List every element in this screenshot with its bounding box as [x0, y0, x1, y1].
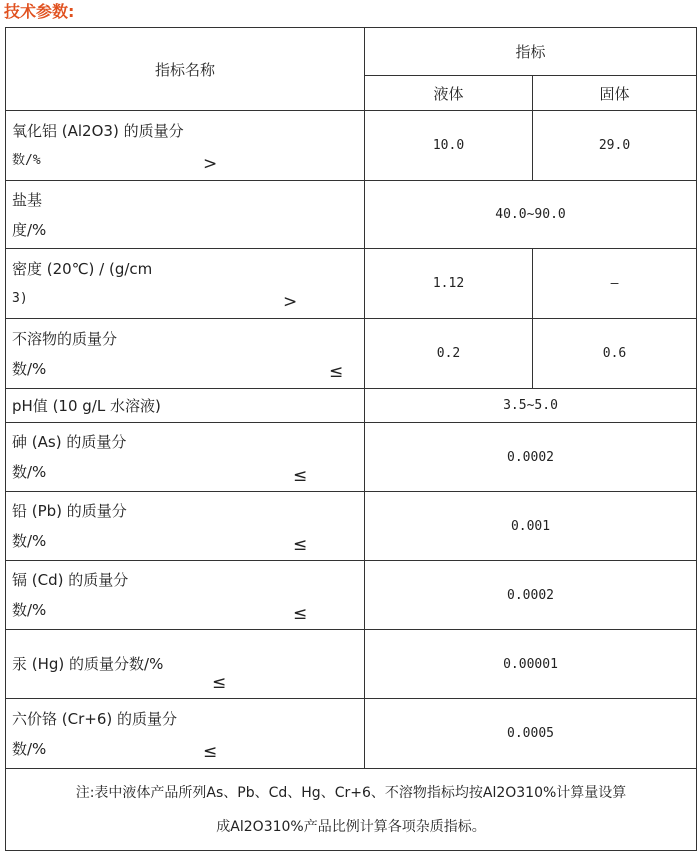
row-liquid: 1.12 [365, 249, 533, 319]
row-value: 0.0005 [365, 699, 697, 769]
row-name-line1: 六价铬 (Cr+6) 的质量分 [12, 709, 177, 728]
header-name: 指标名称 [6, 28, 365, 111]
row-symbol: > [203, 154, 218, 174]
table-note [6, 769, 697, 851]
row-name-line1: 盐基 [12, 190, 43, 209]
row-name-line2: 数/% [12, 359, 47, 378]
row-value: 0.0002 [365, 561, 697, 630]
row-value: 0.0002 [365, 423, 697, 492]
row-solid: — [533, 249, 697, 319]
row-name-line2: 数/% [12, 739, 47, 758]
row-name-line2: 数/% [12, 463, 47, 481]
table-row [6, 249, 697, 319]
row-solid: 0.6 [533, 319, 697, 389]
row-name [6, 181, 365, 249]
note-row [6, 769, 697, 851]
row-name-line1: 铅 (Pb) 的质量分 [12, 502, 127, 520]
header-solid: 固体 [533, 76, 697, 111]
row-name-line1: 密度 (20℃) / (g/cm [12, 259, 153, 278]
row-name [6, 389, 365, 423]
row-name-line2: 数/% [12, 601, 47, 619]
row-name-line1: 不溶物的质量分 [12, 329, 118, 348]
row-name [6, 249, 365, 319]
table-row [6, 423, 697, 492]
table-row [6, 630, 697, 699]
row-value: 40.0~90.0 [365, 181, 697, 249]
row-name [6, 111, 365, 181]
row-name [6, 319, 365, 389]
row-symbol: ≤ [212, 673, 227, 693]
header-liquid: 液体 [365, 76, 533, 111]
row-name-line2: 数/% [12, 152, 41, 168]
row-name-line2: 度/% [12, 220, 47, 239]
row-liquid: 0.2 [365, 319, 533, 389]
row-name [6, 492, 365, 561]
row-value: 0.00001 [365, 630, 697, 699]
row-symbol: ≤ [293, 535, 308, 555]
row-name [6, 561, 365, 630]
row-name [6, 699, 365, 769]
row-symbol: ≤ [293, 466, 308, 486]
header-row [6, 28, 697, 76]
table-row [6, 492, 697, 561]
row-name-line1: 砷 (As) 的质量分 [12, 433, 127, 451]
table-row [6, 389, 697, 423]
row-name-line1: 镉 (Cd) 的质量分 [12, 571, 129, 589]
row-name-line1: 汞 (Hg) 的质量分数/% [12, 655, 164, 673]
row-name-line2: 3) [12, 290, 28, 306]
row-value: 0.001 [365, 492, 697, 561]
row-name [6, 423, 365, 492]
row-liquid: 10.0 [365, 111, 533, 181]
row-name-line1: 氧化铝 (Al2O3) 的质量分 [12, 121, 184, 140]
row-symbol: ≤ [329, 362, 344, 382]
row-symbol: ≤ [293, 604, 308, 624]
row-symbol: > [283, 292, 298, 312]
row-name [6, 630, 365, 699]
table-row [6, 561, 697, 630]
header-index: 指标 [365, 28, 697, 76]
row-solid: 29.0 [533, 111, 697, 181]
table-row [6, 111, 697, 181]
note-line1: 注:表中液体产品所列As、Pb、Cd、Hg、Cr+6、不溶物指标均按Al2O310%计算量设算 [75, 784, 627, 801]
row-symbol: ≤ [203, 742, 218, 762]
section-title: 技术参数: [4, 2, 75, 21]
row-name-line1: pH值 (10 g/L 水溶液) [12, 396, 161, 415]
table-row [6, 181, 697, 249]
note-line2: 成Al2O310%产品比例计算各项杂质指标。 [216, 818, 486, 835]
row-name-line2: 数/% [12, 532, 47, 550]
table-row [6, 699, 697, 769]
table-row [6, 319, 697, 389]
spec-table [5, 27, 697, 851]
row-value: 3.5~5.0 [365, 389, 697, 423]
